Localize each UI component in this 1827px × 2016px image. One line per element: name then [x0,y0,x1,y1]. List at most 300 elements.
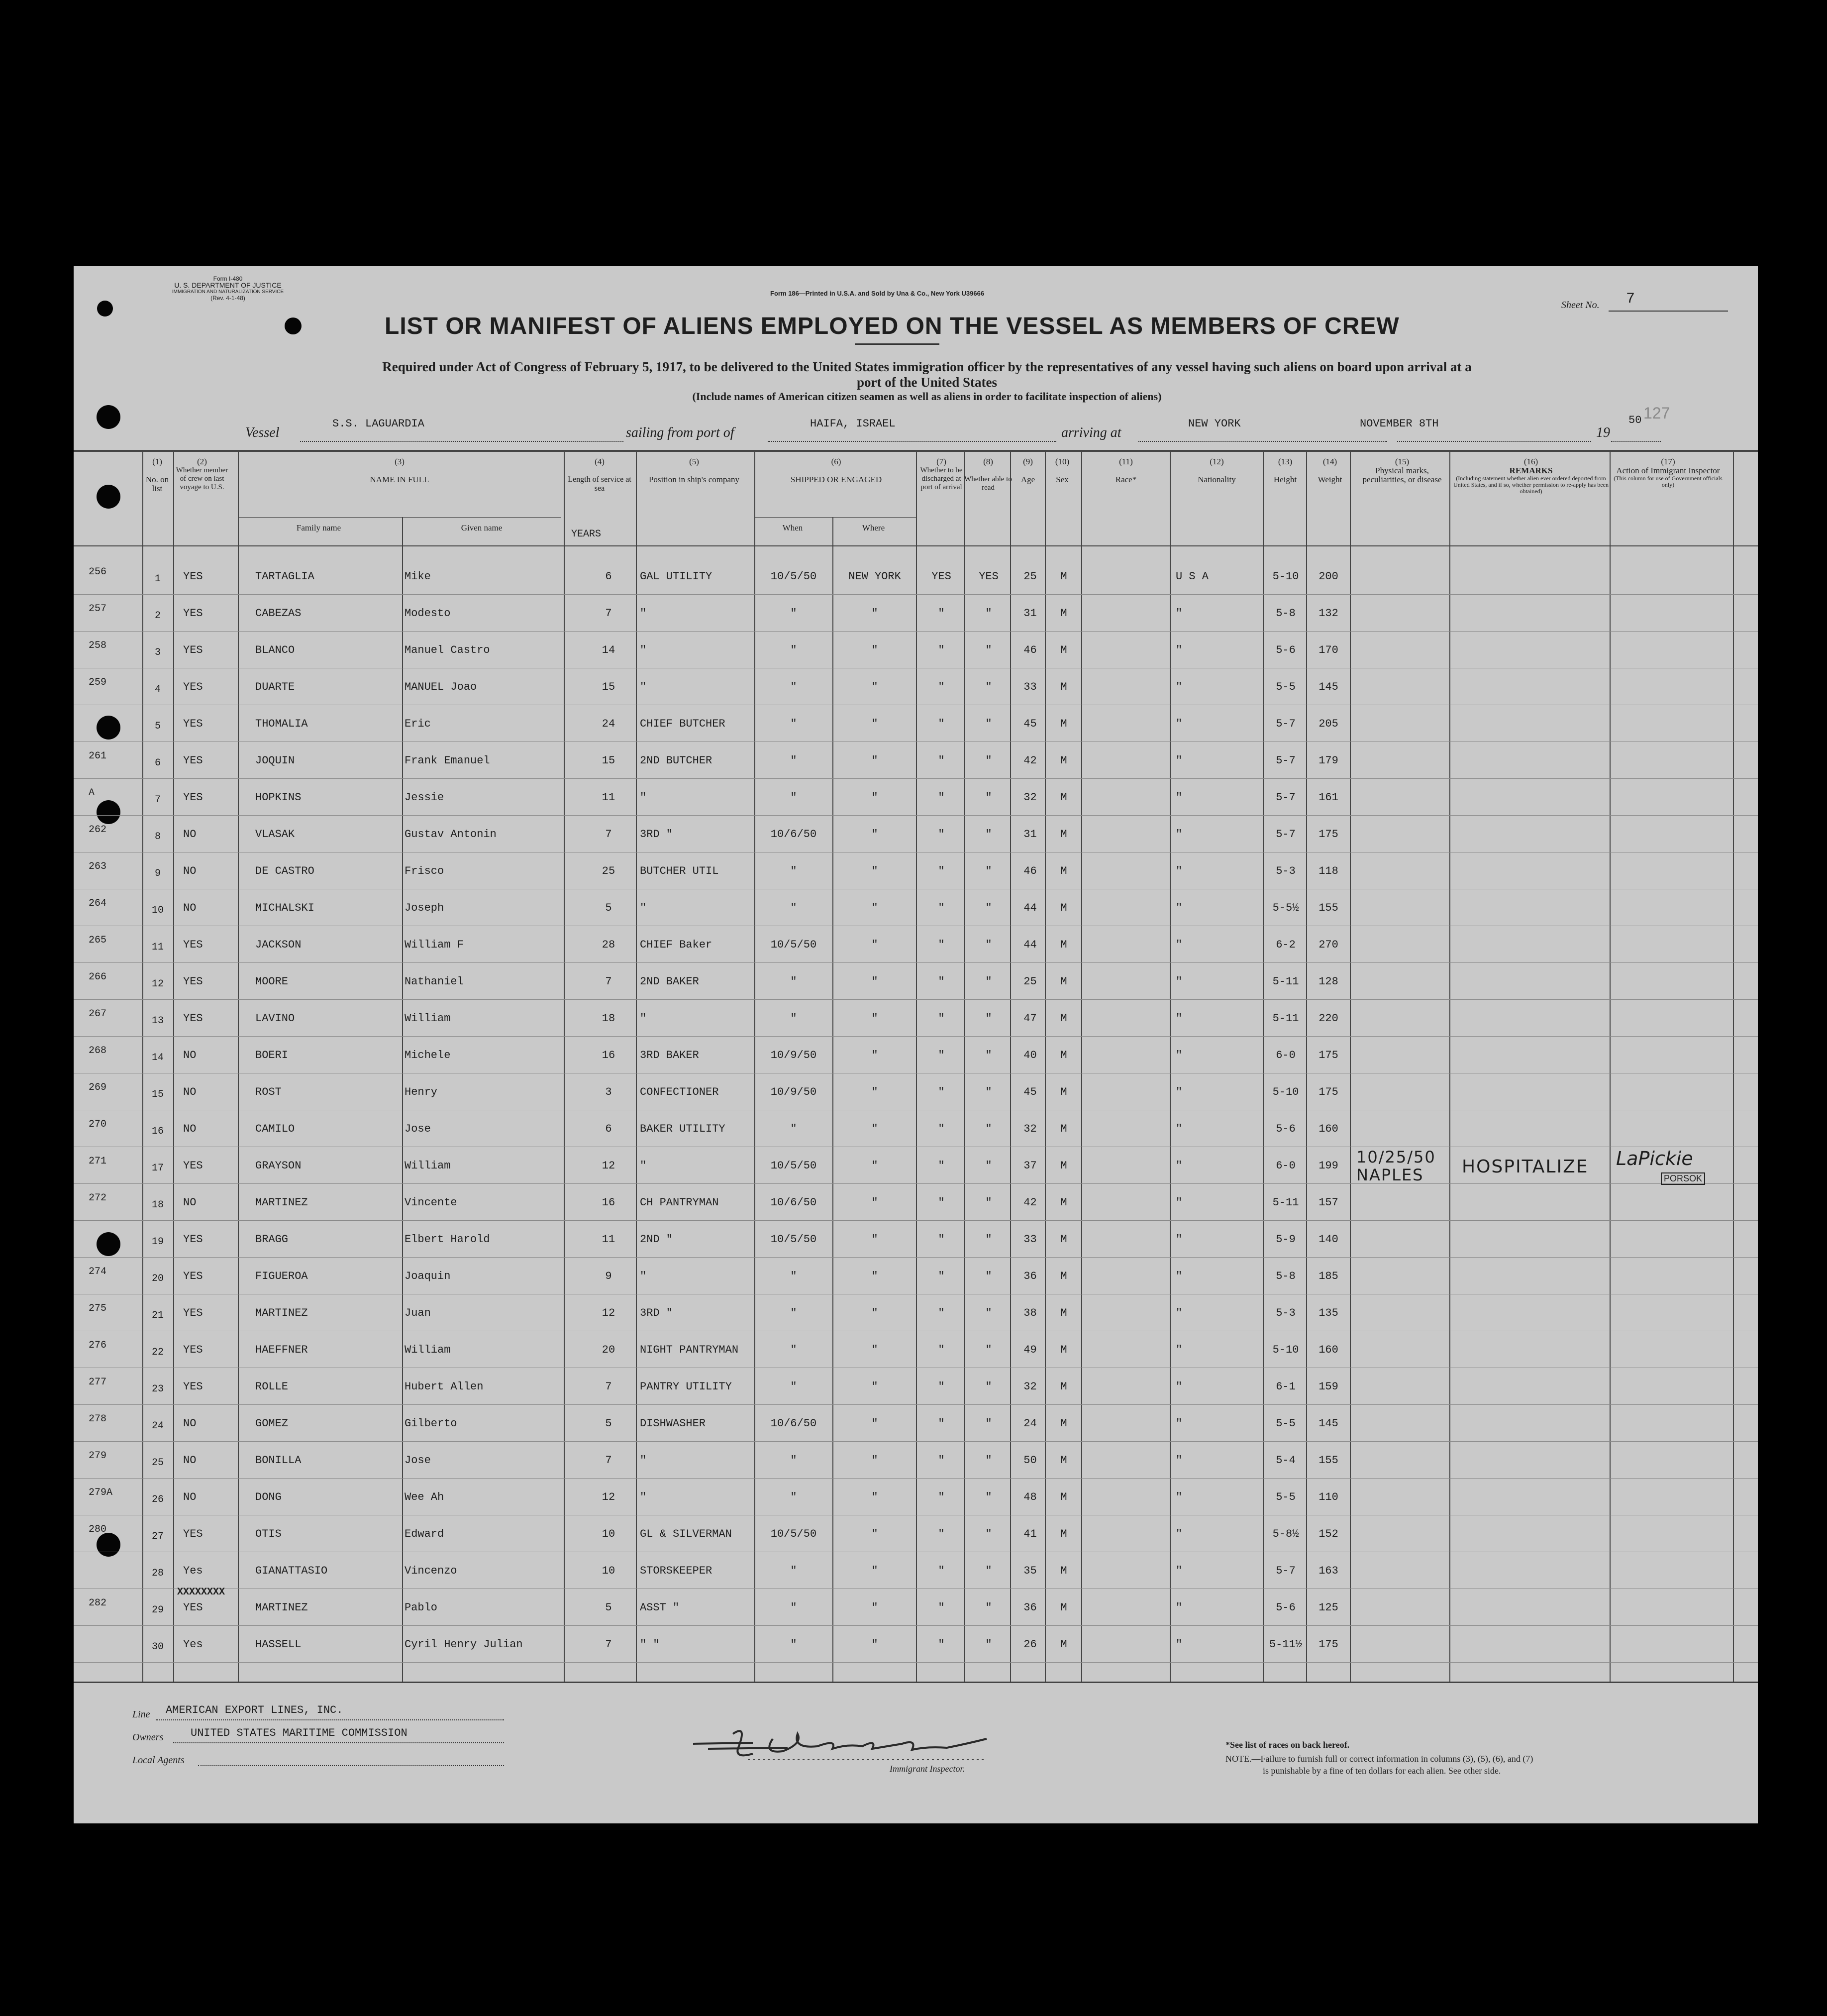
weight: 118 [1319,865,1338,877]
shipped-when: 10/6/50 [770,828,817,841]
ref-number: 276 [89,1340,107,1351]
sex: M [1060,828,1067,841]
requirement-line: (Include names of American citizen seamen as well as aliens in order to facilitate inspection of aliens) [692,390,1162,403]
table-row [74,1517,1758,1554]
last-voyage: NO [183,902,197,914]
shipped-where: " [871,681,878,693]
line-value: AMERICAN EXPORT LINES, INC. [166,1704,343,1716]
age: 36 [1023,1601,1037,1614]
col-header-15 [1355,457,1449,484]
col-label: Physical marks, peculiarities, or disease [1362,466,1442,484]
given-name: Cyril Henry Julian [405,1638,523,1651]
given-name: William [405,1344,451,1356]
list-number: 10 [151,905,164,916]
last-voyage: YES [183,1270,203,1282]
shipped-when: 10/6/50 [770,1417,817,1430]
col-label: Position in ship's company [648,475,740,484]
discharged: " [938,1307,945,1319]
list-number: 2 [154,610,161,622]
position: " [640,791,647,804]
sex: M [1060,1233,1067,1246]
position: " [640,1454,647,1467]
col-header-16 [1452,457,1610,495]
years-at-sea: 15 [602,754,615,767]
sex: M [1060,1344,1067,1356]
col-num: (7) [936,457,946,466]
discharged: " [938,607,945,620]
years-at-sea: 14 [602,644,615,656]
family-name: CAMILO [255,1123,295,1135]
able-to-read: " [985,939,992,951]
col-header-13 [1263,457,1308,484]
age: 33 [1023,1233,1037,1246]
height: 5-11 [1272,1012,1299,1025]
list-number: 11 [151,942,164,953]
sheet-label: Sheet No. [1561,300,1600,311]
given-name: Hubert Allen [405,1380,484,1393]
given-name: MANUEL Joao [405,681,477,693]
last-voyage: NO [183,1086,197,1098]
family-name: BONILLA [255,1454,302,1467]
list-number: 9 [154,868,161,879]
table-row [74,1259,1758,1296]
years-at-sea: 7 [605,1380,612,1393]
table-row [74,743,1758,780]
ref-number: 259 [89,677,107,688]
years-at-sea: 7 [605,607,612,620]
list-number: 20 [151,1273,164,1284]
given-name: Edward [405,1528,444,1540]
last-voyage: YES [183,1233,203,1246]
family-name: FIGUEROA [255,1270,308,1282]
table-row [74,1480,1758,1517]
shipped-when: " [790,1344,797,1356]
years-at-sea: 10 [602,1565,615,1577]
col-num: (2) [197,457,207,466]
list-number: 16 [151,1126,164,1137]
row-rule [74,1478,1758,1479]
family-name: BOERI [255,1049,289,1061]
sex: M [1060,1049,1067,1061]
shipped-when: " [790,1123,797,1135]
height: 5-10 [1272,570,1299,583]
weight: 205 [1319,718,1338,730]
discharged: " [938,1638,945,1651]
inspector-signature [688,1719,1026,1774]
position: DISHWASHER [640,1417,706,1430]
family-name: HAEFFNER [255,1344,308,1356]
discharged: " [938,1123,945,1135]
last-voyage: NO [183,828,197,841]
shipped-when: 10/5/50 [770,1233,817,1246]
row-rule [74,1625,1758,1626]
last-voyage: YES [183,607,203,620]
shipped-subrule [755,517,917,518]
height: 5-8½ [1272,1528,1299,1540]
sex: M [1060,1491,1067,1503]
last-voyage: YES [183,975,203,988]
requirement-line: Required under Act of Congress of February 5, 1917, to be delivered to the United States immigration officer by the representatives of any vessel having such aliens on board upon arrival at a [382,359,1472,374]
given-name: Gustav Antonin [405,828,497,841]
table-row [74,1038,1758,1075]
given-name: Mike [405,570,431,583]
col-label: Nationality [1198,475,1236,484]
name-subrule [238,517,561,518]
shipped-when: 10/9/50 [770,1049,817,1061]
line-label: Line [132,1709,150,1720]
years-at-sea: 20 [602,1344,615,1356]
sheet-number: 7 [1626,291,1635,308]
shipped-where: " [871,865,878,877]
position: " " [640,1638,660,1651]
family-name: GIANATTASIO [255,1565,328,1577]
sex: M [1060,1601,1067,1614]
discharged: " [938,1454,945,1467]
last-voyage: YES [183,681,203,693]
able-to-read: " [985,1491,992,1503]
last-voyage: NO [183,1049,197,1061]
col-num: (12) [1210,457,1224,466]
family-name: MARTINEZ [255,1601,308,1614]
ref-number: 272 [89,1192,107,1204]
age: 31 [1023,828,1037,841]
age: 40 [1023,1049,1037,1061]
page-title: LIST OR MANIFEST OF ALIENS EMPLOYED ON THE VESSEL AS MEMBERS OF CREW [385,313,1400,339]
shipped-where: " [871,754,878,767]
age: 49 [1023,1344,1037,1356]
list-number: 30 [151,1641,164,1653]
weight: 220 [1319,1012,1338,1025]
age: 35 [1023,1565,1037,1577]
col-header-9 [1010,457,1046,484]
shipped-where: " [871,1123,878,1135]
shipped-where: " [871,902,878,914]
discharged: " [938,1049,945,1061]
table-row [74,1406,1758,1443]
col-header-11 [1081,457,1171,484]
family-name: JACKSON [255,939,302,951]
last-voyage: YES [183,1012,203,1025]
age: 45 [1023,718,1037,730]
discharged: " [938,828,945,841]
discharged: " [938,1196,945,1209]
weight: 128 [1319,975,1338,988]
year-prefix: 19 [1596,425,1610,440]
given-name: William F [405,939,464,951]
col-num: (8) [983,457,993,466]
sex: M [1060,1270,1067,1282]
sex: M [1060,570,1067,583]
col-label: Race* [1115,475,1137,484]
position: " [640,1160,647,1172]
given-name: Joaquin [405,1270,451,1282]
position: " [640,1491,647,1503]
family-name: VLASAK [255,828,295,841]
sex: M [1060,975,1067,988]
able-to-read: " [985,1160,992,1172]
shipped-where: " [871,1012,878,1025]
table-row [74,1554,1758,1591]
ref-number: 256 [89,566,107,578]
able-to-read: " [985,1233,992,1246]
row-rule [74,1036,1758,1037]
height: 5-3 [1276,1307,1296,1319]
height: 6-0 [1276,1160,1296,1172]
weight: 132 [1319,607,1338,620]
nationality: " [1176,975,1183,988]
able-to-read: " [985,1049,992,1061]
table-row [74,1627,1758,1664]
shipped-where: " [871,1196,878,1209]
list-number: 29 [151,1604,164,1616]
row-rule [74,1441,1758,1442]
fill-line [156,1719,504,1720]
able-to-read: " [985,865,992,877]
sex: M [1060,1086,1067,1098]
age: 44 [1023,902,1037,914]
row-rule [74,999,1758,1000]
table-row [74,707,1758,743]
able-to-read: " [985,718,992,730]
discharged: " [938,1528,945,1540]
requirement-line: port of the United States [857,375,997,390]
last-voyage: YES [183,570,203,583]
list-number: 8 [154,831,161,843]
last-voyage: YES [183,1344,203,1356]
age: 42 [1023,1196,1037,1209]
shipped-when: " [790,1638,797,1651]
height: 5-11 [1272,1196,1299,1209]
list-number: 4 [154,684,161,695]
shipped-when: " [790,1270,797,1282]
col-header-14 [1308,457,1352,484]
table-row [74,817,1758,854]
col-num: (9) [1023,457,1033,466]
position: BAKER UTILITY [640,1123,725,1135]
shipped-where: " [871,1307,878,1319]
col-num: (4) [595,457,605,466]
years-at-sea: 5 [605,1417,612,1430]
col-header-1 [142,457,172,493]
weight: 161 [1319,791,1338,804]
given-name: Vincente [405,1196,457,1209]
table-row [74,780,1758,817]
col-sub: (Including statement whether alien ever ordered deported from United States, and if so, whether permission to re-apply has been obtained) [1453,475,1609,495]
weight: 135 [1319,1307,1338,1319]
shipped-where: " [871,1638,878,1651]
col-header-3 [238,457,561,484]
nationality: " [1176,644,1183,656]
table-row [74,1333,1758,1370]
able-to-read: " [985,1454,992,1467]
table-row [74,854,1758,891]
given-name: Jose [405,1123,431,1135]
nationality: " [1176,1049,1183,1061]
shipped-where: " [871,1601,878,1614]
position: CHIEF Baker [640,939,712,951]
sex: M [1060,1160,1067,1172]
shipped-when: " [790,975,797,988]
nationality: " [1176,1380,1183,1393]
ref-number: 262 [89,824,107,836]
shipped-where: " [871,607,878,620]
last-voyage: YES [183,791,203,804]
arriving-label: arriving at [1061,425,1121,440]
col-num: (6) [831,457,841,466]
family-name: HASSELL [255,1638,302,1651]
years-at-sea: 9 [605,1270,612,1282]
inspector-label: Immigrant Inspector. [890,1764,965,1774]
discharged: " [938,902,945,914]
list-number: 28 [151,1568,164,1579]
weight: 175 [1319,828,1338,841]
ref-number: A [89,787,95,799]
sex: M [1060,1123,1067,1135]
position: CH PANTRYMAN [640,1196,719,1209]
family-name: MARTINEZ [255,1196,308,1209]
owners-label: Owners [132,1732,164,1743]
table-row [74,891,1758,928]
col-num: (17) [1661,457,1675,466]
given-name: Michele [405,1049,451,1061]
years-at-sea: 12 [602,1491,615,1503]
discharged: " [938,1270,945,1282]
list-number: 22 [151,1347,164,1358]
age: 32 [1023,1123,1037,1135]
weight: 157 [1319,1196,1338,1209]
weight: 125 [1319,1601,1338,1614]
last-voyage: YES [183,1528,203,1540]
row-rule [74,1183,1758,1184]
able-to-read: " [985,1528,992,1540]
height: 5-11 [1272,975,1299,988]
vessel-label: Vessel [245,425,280,440]
weight: 160 [1319,1123,1338,1135]
given-name: Gilberto [405,1417,457,1430]
nationality: " [1176,1160,1183,1172]
shipped-where: " [871,975,878,988]
shipped-where: " [871,1049,878,1061]
list-number: 18 [151,1199,164,1211]
position: STORSKEEPER [640,1565,712,1577]
sailing-port: HAIFA, ISRAEL [810,418,896,430]
age: 44 [1023,939,1037,951]
row29-strike: XXXXXXXX [177,1587,225,1598]
form-id-line: IMMIGRATION AND NATURALIZATION SERVICE [172,289,284,295]
nationality: " [1176,865,1183,877]
shipped-where: " [871,1417,878,1430]
races-note: *See list of races on back hereof. [1225,1740,1350,1750]
given-name: Manuel Castro [405,644,490,656]
able-to-read: " [985,1012,992,1025]
col-num: (16) [1523,457,1538,466]
height: 5-9 [1276,1233,1296,1246]
table-row [74,1443,1758,1480]
list-number: 1 [154,573,161,585]
age: 46 [1023,865,1037,877]
age: 24 [1023,1417,1037,1430]
years-at-sea: 16 [602,1049,615,1061]
arrival-date: NOVEMBER 8TH [1360,418,1439,430]
weight: 270 [1319,939,1338,951]
discharged: " [938,681,945,693]
shipped-when: " [790,791,797,804]
nationality: " [1176,828,1183,841]
given-name: Jose [405,1454,431,1467]
row17-action: LaPickie [1616,1148,1693,1169]
given-name: Eric [405,718,431,730]
shipped-where: " [871,1233,878,1246]
ref-number: 258 [89,640,107,651]
sex: M [1060,1528,1067,1540]
height: 5-10 [1272,1344,1299,1356]
able-to-read: " [985,1601,992,1614]
shipped-when: " [790,718,797,730]
family-name: CABEZAS [255,607,302,620]
family-name: BRAGG [255,1233,289,1246]
arrival-port: NEW YORK [1188,418,1241,430]
col-num: (11) [1119,457,1133,466]
form-id-line: U. S. DEPARTMENT OF JUSTICE [174,281,282,289]
able-to-read: " [985,1196,992,1209]
height: 5-7 [1276,1565,1296,1577]
height: 5-8 [1276,607,1296,620]
discharged: " [938,1491,945,1503]
nationality: " [1176,718,1183,730]
row-rule [74,1662,1758,1663]
position: " [640,607,647,620]
able-to-read: YES [979,570,999,583]
table-row [74,1222,1758,1259]
manifest-page [74,266,1758,1823]
weight: 160 [1319,1344,1338,1356]
col-sub-when: When [782,524,803,532]
row-rule [74,1404,1758,1405]
nationality: " [1176,1528,1183,1540]
table-row [74,1112,1758,1149]
shipped-when: " [790,1380,797,1393]
position: GAL UTILITY [640,570,712,583]
col-num: (3) [395,457,405,466]
age: 31 [1023,607,1037,620]
family-name: THOMALIA [255,718,308,730]
able-to-read: " [985,1307,992,1319]
form-id-line: Form I-480 [213,275,243,282]
table-row [74,1075,1758,1112]
list-number: 25 [151,1457,164,1469]
given-name: Frisco [405,865,444,877]
shipped-when: " [790,1601,797,1614]
ref-number: 269 [89,1082,107,1093]
position: " [640,902,647,914]
last-voyage: YES [183,754,203,767]
row-rule [74,594,1758,595]
list-number: 24 [151,1420,164,1432]
table-bottom-rule [74,1682,1758,1683]
row17-action-stamp: PORSOK [1661,1172,1705,1185]
list-number: 5 [154,721,161,732]
sex: M [1060,644,1067,656]
col-header-12 [1171,457,1263,484]
shipped-when: " [790,1454,797,1467]
ref-number: 265 [89,935,107,946]
col-header-17 [1612,457,1724,488]
shipped-when: " [790,902,797,914]
list-number: 13 [151,1015,164,1027]
table-row [74,1001,1758,1038]
years-at-sea: 12 [602,1307,615,1319]
sex: M [1060,1380,1067,1393]
